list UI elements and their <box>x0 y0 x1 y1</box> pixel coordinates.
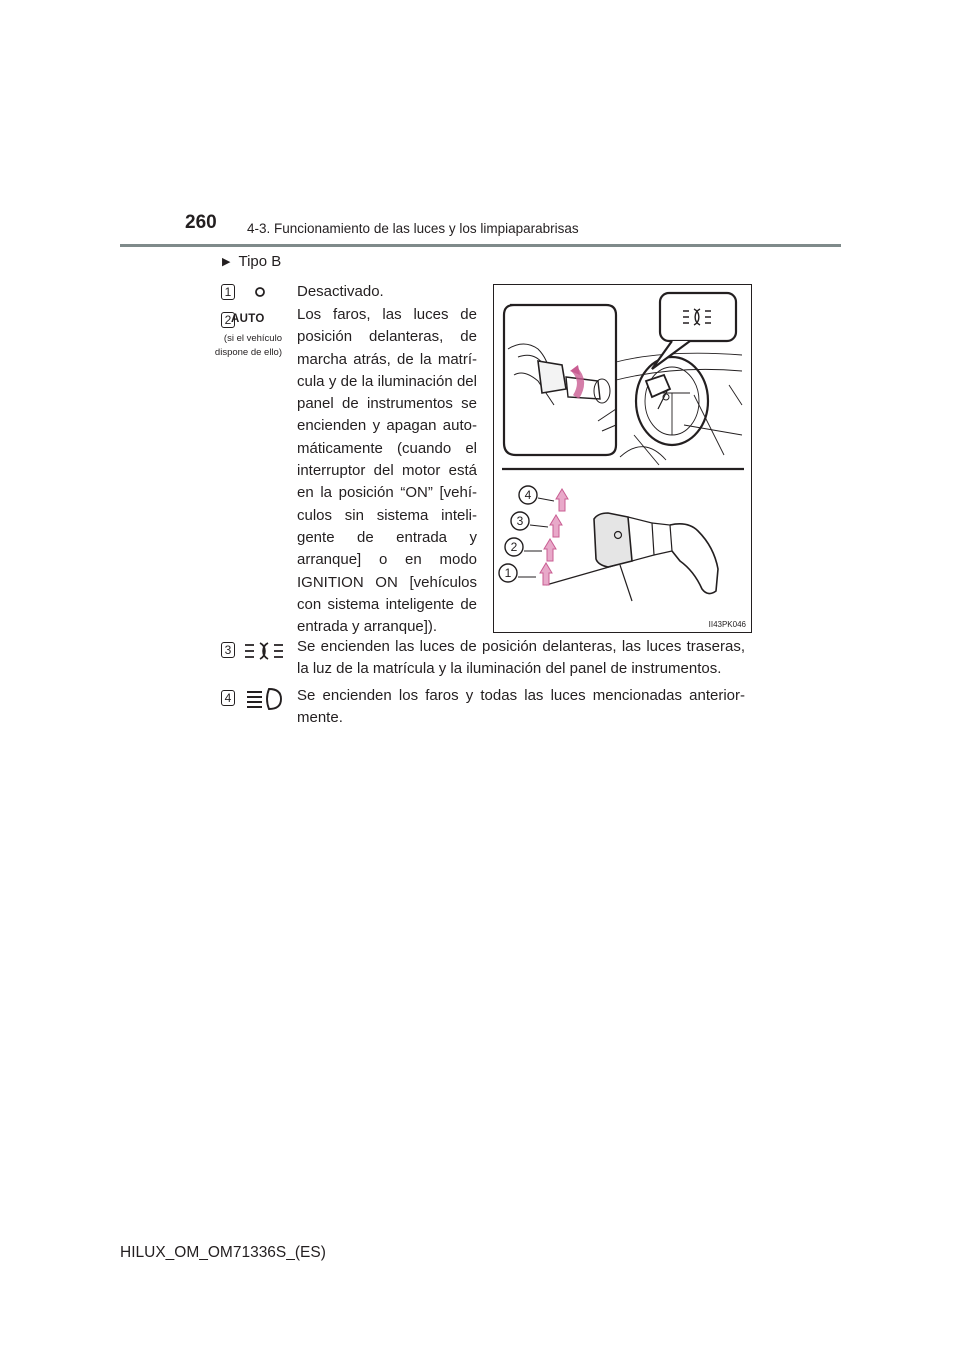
text-line: marcha atrás, de la matrí- <box>297 350 477 368</box>
text-line: máticamente (cuando el <box>297 439 477 457</box>
text-line: entrada y arranque]). <box>297 618 438 636</box>
text-line: Los faros, las luces de <box>297 306 477 323</box>
text-line: en la posición “ON” [vehí- <box>297 484 477 502</box>
callout-1: 1 <box>504 566 512 580</box>
document-code: HILUX_OM_OM71336S_(ES) <box>120 1244 326 1261</box>
text-line: con sistema inteligente de <box>297 595 477 613</box>
item-3-text <box>297 636 745 681</box>
subheading <box>222 253 281 270</box>
page-number: 260 <box>185 212 217 233</box>
text-line: cula y de la iluminación del <box>297 372 477 390</box>
item-number-2: 2 <box>221 312 235 328</box>
auto-icon: AUTO <box>231 313 265 325</box>
text-line: mente. <box>297 709 343 727</box>
text-line: la luz de la matrícula y la iluminación del panel de instrumentos. <box>297 660 722 678</box>
subheading-label: Tipo B <box>238 253 282 270</box>
text-line: gente de entrada y <box>297 528 477 546</box>
item-4-text <box>297 685 745 730</box>
text-line: encienden y apagan auto- <box>297 417 477 435</box>
callout-3: 3 <box>516 514 524 528</box>
text-line: panel de instrumentos se <box>297 395 477 413</box>
light-switch-figure <box>493 284 752 633</box>
section-title: 4-3. Funcionamiento de las luces y los limpiaparabrisas <box>247 221 579 236</box>
figure-code: II43PK046 <box>708 620 746 629</box>
triangle-bullet-icon: ▶ <box>222 256 231 268</box>
headlights-icon <box>245 687 285 711</box>
position-lights-icon <box>243 641 285 661</box>
text-line: arranque] o en modo <box>297 551 477 569</box>
availability-note <box>200 332 282 360</box>
text-line: posición delanteras, de <box>297 328 477 346</box>
text-line: interruptor del motor está <box>297 462 477 480</box>
text-line: culos sin sistema inteli- <box>297 506 477 524</box>
text-line: Se encienden las luces de posición delanteras, las luces traseras, <box>297 638 745 655</box>
text-line: IGNITION ON [vehículos <box>297 573 477 591</box>
item-number-4: 4 <box>221 690 235 706</box>
item-2-text <box>297 304 477 638</box>
callout-2: 2 <box>510 540 518 554</box>
item-1-text: Desactivado. <box>297 283 384 300</box>
header-divider <box>120 244 841 247</box>
callout-4: 4 <box>524 488 532 502</box>
note-line: dispone de ello) <box>214 347 282 358</box>
item-number-1: 1 <box>221 284 235 300</box>
text-line: Se encienden los faros y todas las luces mencionadas anterior- <box>297 687 745 704</box>
figure-illustration <box>494 285 751 632</box>
off-circle-icon <box>254 286 266 298</box>
note-line: (si el vehículo <box>223 333 282 344</box>
item-number-3: 3 <box>221 642 235 658</box>
